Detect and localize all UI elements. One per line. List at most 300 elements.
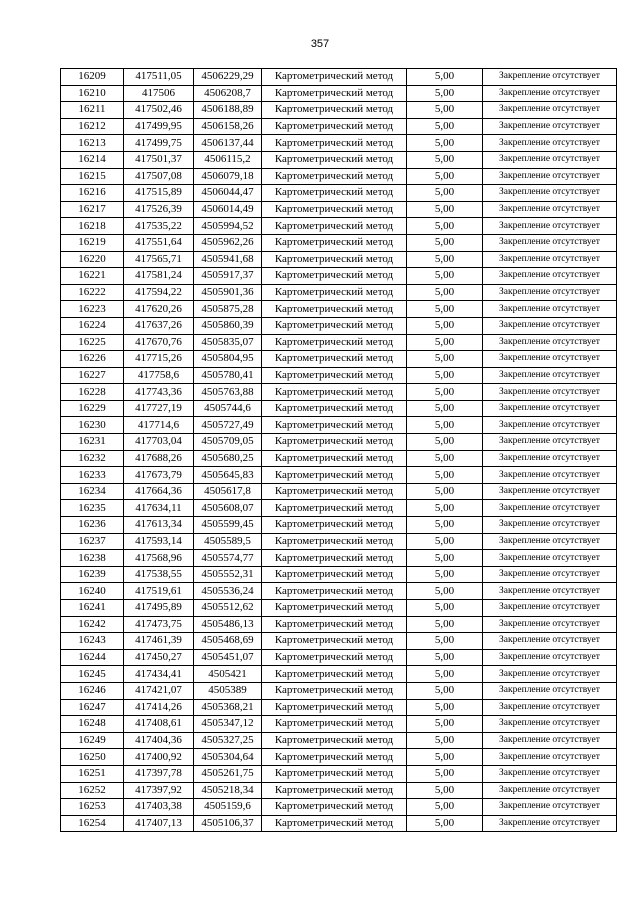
- point-number-cell: 16234: [61, 483, 124, 500]
- fixing-description-cell: Закрепление отсутствует: [483, 600, 617, 617]
- point-number-cell: 16248: [61, 716, 124, 733]
- y-coordinate-cell: 4505512,62: [194, 600, 262, 617]
- table-row: [61, 334, 617, 351]
- fixing-description-cell: Закрепление отсутствует: [483, 118, 617, 135]
- y-coordinate-cell: 4505599,45: [194, 517, 262, 534]
- x-coordinate-cell: 417499,95: [124, 118, 194, 135]
- x-coordinate-cell: 417613,34: [124, 517, 194, 534]
- y-coordinate-cell: 4505727,49: [194, 417, 262, 434]
- y-coordinate-cell: 4506079,18: [194, 168, 262, 185]
- table-row: [61, 434, 617, 451]
- table-row: [61, 799, 617, 816]
- method-cell: Картометрический метод: [262, 583, 407, 600]
- y-coordinate-cell: 4505468,69: [194, 633, 262, 650]
- table-row: [61, 699, 617, 716]
- accuracy-cell: 5,00: [407, 716, 483, 733]
- method-cell: Картометрический метод: [262, 400, 407, 417]
- point-number-cell: 16230: [61, 417, 124, 434]
- table-row: [61, 301, 617, 318]
- y-coordinate-cell: 4505218,34: [194, 782, 262, 799]
- table-row: [61, 450, 617, 467]
- point-number-cell: 16212: [61, 118, 124, 135]
- table-row: [61, 749, 617, 766]
- y-coordinate-cell: 4505744,6: [194, 400, 262, 417]
- y-coordinate-cell: 4506229,29: [194, 69, 262, 86]
- y-coordinate-cell: 4505804,95: [194, 351, 262, 368]
- accuracy-cell: 5,00: [407, 400, 483, 417]
- method-cell: Картометрический метод: [262, 201, 407, 218]
- point-number-cell: 16246: [61, 682, 124, 699]
- method-cell: Картометрический метод: [262, 732, 407, 749]
- x-coordinate-cell: 417714,6: [124, 417, 194, 434]
- method-cell: Картометрический метод: [262, 616, 407, 633]
- table-row: [61, 268, 617, 285]
- fixing-description-cell: Закрепление отсутствует: [483, 799, 617, 816]
- accuracy-cell: 5,00: [407, 583, 483, 600]
- method-cell: Картометрический метод: [262, 301, 407, 318]
- method-cell: Картометрический метод: [262, 417, 407, 434]
- table-row: [61, 151, 617, 168]
- fixing-description-cell: Закрепление отсутствует: [483, 234, 617, 251]
- fixing-description-cell: Закрепление отсутствует: [483, 284, 617, 301]
- point-number-cell: 16243: [61, 633, 124, 650]
- x-coordinate-cell: 417758,6: [124, 367, 194, 384]
- accuracy-cell: 5,00: [407, 234, 483, 251]
- table-row: [61, 284, 617, 301]
- accuracy-cell: 5,00: [407, 301, 483, 318]
- x-coordinate-cell: 417397,92: [124, 782, 194, 799]
- point-number-cell: 16254: [61, 815, 124, 832]
- fixing-description-cell: Закрепление отсутствует: [483, 85, 617, 102]
- x-coordinate-cell: 417495,89: [124, 600, 194, 617]
- y-coordinate-cell: 4505780,41: [194, 367, 262, 384]
- method-cell: Картометрический метод: [262, 666, 407, 683]
- method-cell: Картометрический метод: [262, 649, 407, 666]
- point-number-cell: 16235: [61, 500, 124, 517]
- x-coordinate-cell: 417727,19: [124, 400, 194, 417]
- y-coordinate-cell: 4505589,5: [194, 533, 262, 550]
- method-cell: Картометрический метод: [262, 749, 407, 766]
- table-row: [61, 118, 617, 135]
- point-number-cell: 16213: [61, 135, 124, 152]
- table-row: [61, 234, 617, 251]
- page-number: 357: [310, 38, 330, 50]
- point-number-cell: 16232: [61, 450, 124, 467]
- y-coordinate-cell: 4505486,13: [194, 616, 262, 633]
- method-cell: Картометрический метод: [262, 799, 407, 816]
- method-cell: Картометрический метод: [262, 517, 407, 534]
- point-number-cell: 16237: [61, 533, 124, 550]
- fixing-description-cell: Закрепление отсутствует: [483, 815, 617, 832]
- point-number-cell: 16240: [61, 583, 124, 600]
- point-number-cell: 16214: [61, 151, 124, 168]
- table-row: [61, 517, 617, 534]
- table-row: [61, 633, 617, 650]
- method-cell: Картометрический метод: [262, 284, 407, 301]
- fixing-description-cell: Закрепление отсутствует: [483, 384, 617, 401]
- point-number-cell: 16221: [61, 268, 124, 285]
- fixing-description-cell: Закрепление отсутствует: [483, 716, 617, 733]
- accuracy-cell: 5,00: [407, 69, 483, 86]
- table-row: [61, 600, 617, 617]
- x-coordinate-cell: 417535,22: [124, 218, 194, 235]
- accuracy-cell: 5,00: [407, 450, 483, 467]
- method-cell: Картометрический метод: [262, 168, 407, 185]
- method-cell: Картометрический метод: [262, 234, 407, 251]
- point-number-cell: 16215: [61, 168, 124, 185]
- method-cell: Картометрический метод: [262, 69, 407, 86]
- accuracy-cell: 5,00: [407, 334, 483, 351]
- y-coordinate-cell: 4505835,07: [194, 334, 262, 351]
- point-number-cell: 16252: [61, 782, 124, 799]
- fixing-description-cell: Закрепление отсутствует: [483, 351, 617, 368]
- fixing-description-cell: Закрепление отсутствует: [483, 185, 617, 202]
- x-coordinate-cell: 417421,07: [124, 682, 194, 699]
- point-number-cell: 16241: [61, 600, 124, 617]
- y-coordinate-cell: 4506044,47: [194, 185, 262, 202]
- accuracy-cell: 5,00: [407, 633, 483, 650]
- point-number-cell: 16219: [61, 234, 124, 251]
- fixing-description-cell: Закрепление отсутствует: [483, 649, 617, 666]
- x-coordinate-cell: 417404,36: [124, 732, 194, 749]
- x-coordinate-cell: 417506: [124, 85, 194, 102]
- accuracy-cell: 5,00: [407, 483, 483, 500]
- x-coordinate-cell: 417414,26: [124, 699, 194, 716]
- fixing-description-cell: Закрепление отсутствует: [483, 334, 617, 351]
- method-cell: Картометрический метод: [262, 483, 407, 500]
- y-coordinate-cell: 4506014,49: [194, 201, 262, 218]
- table-row: [61, 483, 617, 500]
- fixing-description-cell: Закрепление отсутствует: [483, 102, 617, 119]
- table-row: [61, 649, 617, 666]
- point-number-cell: 16236: [61, 517, 124, 534]
- method-cell: Картометрический метод: [262, 566, 407, 583]
- fixing-description-cell: Закрепление отсутствует: [483, 732, 617, 749]
- table-row: [61, 317, 617, 334]
- method-cell: Картометрический метод: [262, 633, 407, 650]
- method-cell: Картометрический метод: [262, 317, 407, 334]
- point-number-cell: 16238: [61, 550, 124, 567]
- y-coordinate-cell: 4505680,25: [194, 450, 262, 467]
- x-coordinate-cell: 417450,27: [124, 649, 194, 666]
- x-coordinate-cell: 417400,92: [124, 749, 194, 766]
- table-row: [61, 566, 617, 583]
- fixing-description-cell: Закрепление отсутствует: [483, 782, 617, 799]
- accuracy-cell: 5,00: [407, 517, 483, 534]
- y-coordinate-cell: 4506158,26: [194, 118, 262, 135]
- x-coordinate-cell: 417407,13: [124, 815, 194, 832]
- y-coordinate-cell: 4505304,64: [194, 749, 262, 766]
- accuracy-cell: 5,00: [407, 566, 483, 583]
- x-coordinate-cell: 417664,36: [124, 483, 194, 500]
- accuracy-cell: 5,00: [407, 815, 483, 832]
- point-number-cell: 16210: [61, 85, 124, 102]
- fixing-description-cell: Закрепление отсутствует: [483, 367, 617, 384]
- y-coordinate-cell: 4505763,88: [194, 384, 262, 401]
- point-number-cell: 16229: [61, 400, 124, 417]
- fixing-description-cell: Закрепление отсутствует: [483, 168, 617, 185]
- table-row: [61, 135, 617, 152]
- x-coordinate-cell: 417715,26: [124, 351, 194, 368]
- fixing-description-cell: Закрепление отсутствует: [483, 566, 617, 583]
- accuracy-cell: 5,00: [407, 600, 483, 617]
- point-number-cell: 16225: [61, 334, 124, 351]
- method-cell: Картометрический метод: [262, 102, 407, 119]
- y-coordinate-cell: 4505106,37: [194, 815, 262, 832]
- method-cell: Картометрический метод: [262, 351, 407, 368]
- method-cell: Картометрический метод: [262, 334, 407, 351]
- x-coordinate-cell: 417515,89: [124, 185, 194, 202]
- table-row: [61, 616, 617, 633]
- y-coordinate-cell: 4506137,44: [194, 135, 262, 152]
- accuracy-cell: 5,00: [407, 533, 483, 550]
- x-coordinate-cell: 417502,46: [124, 102, 194, 119]
- accuracy-cell: 5,00: [407, 799, 483, 816]
- table-body: [61, 69, 617, 832]
- accuracy-cell: 5,00: [407, 185, 483, 202]
- table-row: [61, 716, 617, 733]
- point-number-cell: 16233: [61, 467, 124, 484]
- accuracy-cell: 5,00: [407, 550, 483, 567]
- fixing-description-cell: Закрепление отсутствует: [483, 500, 617, 517]
- point-number-cell: 16222: [61, 284, 124, 301]
- fixing-description-cell: Закрепление отсутствует: [483, 616, 617, 633]
- method-cell: Картометрический метод: [262, 135, 407, 152]
- accuracy-cell: 5,00: [407, 732, 483, 749]
- y-coordinate-cell: 4505536,24: [194, 583, 262, 600]
- x-coordinate-cell: 417434,41: [124, 666, 194, 683]
- y-coordinate-cell: 4505261,75: [194, 765, 262, 782]
- fixing-description-cell: Закрепление отсутствует: [483, 251, 617, 268]
- y-coordinate-cell: 4505917,37: [194, 268, 262, 285]
- y-coordinate-cell: 4505962,26: [194, 234, 262, 251]
- coordinates-table: [60, 68, 617, 832]
- table-row: [61, 168, 617, 185]
- x-coordinate-cell: 417670,76: [124, 334, 194, 351]
- fixing-description-cell: Закрепление отсутствует: [483, 69, 617, 86]
- x-coordinate-cell: 417507,08: [124, 168, 194, 185]
- method-cell: Картометрический метод: [262, 118, 407, 135]
- accuracy-cell: 5,00: [407, 151, 483, 168]
- y-coordinate-cell: 4505860,39: [194, 317, 262, 334]
- method-cell: Картометрический метод: [262, 600, 407, 617]
- x-coordinate-cell: 417551,64: [124, 234, 194, 251]
- method-cell: Картометрический метод: [262, 550, 407, 567]
- fixing-description-cell: Закрепление отсутствует: [483, 666, 617, 683]
- x-coordinate-cell: 417499,75: [124, 135, 194, 152]
- table-row: [61, 102, 617, 119]
- point-number-cell: 16253: [61, 799, 124, 816]
- x-coordinate-cell: 417526,39: [124, 201, 194, 218]
- table-row: [61, 384, 617, 401]
- accuracy-cell: 5,00: [407, 749, 483, 766]
- accuracy-cell: 5,00: [407, 118, 483, 135]
- table-row: [61, 351, 617, 368]
- fixing-description-cell: Закрепление отсутствует: [483, 483, 617, 500]
- method-cell: Картометрический метод: [262, 450, 407, 467]
- y-coordinate-cell: 4506115,2: [194, 151, 262, 168]
- table-row: [61, 533, 617, 550]
- y-coordinate-cell: 4505159,6: [194, 799, 262, 816]
- fixing-description-cell: Закрепление отсутствует: [483, 135, 617, 152]
- method-cell: Картометрический метод: [262, 699, 407, 716]
- x-coordinate-cell: 417408,61: [124, 716, 194, 733]
- table-row: [61, 666, 617, 683]
- accuracy-cell: 5,00: [407, 500, 483, 517]
- point-number-cell: 16227: [61, 367, 124, 384]
- table-row: [61, 417, 617, 434]
- y-coordinate-cell: 4505574,77: [194, 550, 262, 567]
- fixing-description-cell: Закрепление отсутствует: [483, 633, 617, 650]
- fixing-description-cell: Закрепление отсутствует: [483, 151, 617, 168]
- accuracy-cell: 5,00: [407, 666, 483, 683]
- y-coordinate-cell: 4505451,07: [194, 649, 262, 666]
- fixing-description-cell: Закрепление отсутствует: [483, 682, 617, 699]
- y-coordinate-cell: 4505941,68: [194, 251, 262, 268]
- accuracy-cell: 5,00: [407, 699, 483, 716]
- table-row: [61, 201, 617, 218]
- method-cell: Картометрический метод: [262, 251, 407, 268]
- method-cell: Картометрический метод: [262, 151, 407, 168]
- point-number-cell: 16220: [61, 251, 124, 268]
- y-coordinate-cell: 4505608,07: [194, 500, 262, 517]
- fixing-description-cell: Закрепление отсутствует: [483, 550, 617, 567]
- y-coordinate-cell: 4505327,25: [194, 732, 262, 749]
- x-coordinate-cell: 417519,61: [124, 583, 194, 600]
- method-cell: Картометрический метод: [262, 218, 407, 235]
- fixing-description-cell: Закрепление отсутствует: [483, 434, 617, 451]
- x-coordinate-cell: 417568,96: [124, 550, 194, 567]
- point-number-cell: 16224: [61, 317, 124, 334]
- accuracy-cell: 5,00: [407, 467, 483, 484]
- x-coordinate-cell: 417403,38: [124, 799, 194, 816]
- x-coordinate-cell: 417703,04: [124, 434, 194, 451]
- method-cell: Картометрический метод: [262, 434, 407, 451]
- table-row: [61, 550, 617, 567]
- point-number-cell: 16211: [61, 102, 124, 119]
- x-coordinate-cell: 417511,05: [124, 69, 194, 86]
- x-coordinate-cell: 417565,71: [124, 251, 194, 268]
- x-coordinate-cell: 417593,14: [124, 533, 194, 550]
- accuracy-cell: 5,00: [407, 218, 483, 235]
- x-coordinate-cell: 417473,75: [124, 616, 194, 633]
- method-cell: Картометрический метод: [262, 467, 407, 484]
- accuracy-cell: 5,00: [407, 201, 483, 218]
- point-number-cell: 16244: [61, 649, 124, 666]
- accuracy-cell: 5,00: [407, 616, 483, 633]
- accuracy-cell: 5,00: [407, 251, 483, 268]
- method-cell: Картометрический метод: [262, 268, 407, 285]
- method-cell: Картометрический метод: [262, 815, 407, 832]
- method-cell: Картометрический метод: [262, 682, 407, 699]
- y-coordinate-cell: 4505552,31: [194, 566, 262, 583]
- point-number-cell: 16216: [61, 185, 124, 202]
- fixing-description-cell: Закрепление отсутствует: [483, 301, 617, 318]
- point-number-cell: 16251: [61, 765, 124, 782]
- fixing-description-cell: Закрепление отсутствует: [483, 517, 617, 534]
- point-number-cell: 16217: [61, 201, 124, 218]
- fixing-description-cell: Закрепление отсутствует: [483, 699, 617, 716]
- table-row: [61, 815, 617, 832]
- accuracy-cell: 5,00: [407, 317, 483, 334]
- table-row: [61, 732, 617, 749]
- point-number-cell: 16249: [61, 732, 124, 749]
- x-coordinate-cell: 417634,11: [124, 500, 194, 517]
- accuracy-cell: 5,00: [407, 384, 483, 401]
- point-number-cell: 16245: [61, 666, 124, 683]
- fixing-description-cell: Закрепление отсутствует: [483, 218, 617, 235]
- fixing-description-cell: Закрепление отсутствует: [483, 400, 617, 417]
- fixing-description-cell: Закрепление отсутствует: [483, 749, 617, 766]
- point-number-cell: 16242: [61, 616, 124, 633]
- accuracy-cell: 5,00: [407, 135, 483, 152]
- method-cell: Картометрический метод: [262, 500, 407, 517]
- y-coordinate-cell: 4505347,12: [194, 716, 262, 733]
- fixing-description-cell: Закрепление отсутствует: [483, 268, 617, 285]
- x-coordinate-cell: 417594,22: [124, 284, 194, 301]
- method-cell: Картометрический метод: [262, 782, 407, 799]
- accuracy-cell: 5,00: [407, 351, 483, 368]
- point-number-cell: 16226: [61, 351, 124, 368]
- table-row: [61, 583, 617, 600]
- point-number-cell: 16218: [61, 218, 124, 235]
- method-cell: Картометрический метод: [262, 185, 407, 202]
- x-coordinate-cell: 417673,79: [124, 467, 194, 484]
- method-cell: Картометрический метод: [262, 716, 407, 733]
- y-coordinate-cell: 4505994,52: [194, 218, 262, 235]
- table-row: [61, 500, 617, 517]
- x-coordinate-cell: 417637,26: [124, 317, 194, 334]
- table-row: [61, 782, 617, 799]
- method-cell: Картометрический метод: [262, 384, 407, 401]
- accuracy-cell: 5,00: [407, 649, 483, 666]
- table-row: [61, 218, 617, 235]
- accuracy-cell: 5,00: [407, 85, 483, 102]
- x-coordinate-cell: 417620,26: [124, 301, 194, 318]
- fixing-description-cell: Закрепление отсутствует: [483, 467, 617, 484]
- y-coordinate-cell: 4505645,83: [194, 467, 262, 484]
- y-coordinate-cell: 4505421: [194, 666, 262, 683]
- fixing-description-cell: Закрепление отсутствует: [483, 583, 617, 600]
- fixing-description-cell: Закрепление отсутствует: [483, 765, 617, 782]
- point-number-cell: 16223: [61, 301, 124, 318]
- accuracy-cell: 5,00: [407, 434, 483, 451]
- table-row: [61, 765, 617, 782]
- x-coordinate-cell: 417538,55: [124, 566, 194, 583]
- table-row: [61, 467, 617, 484]
- y-coordinate-cell: 4505709,05: [194, 434, 262, 451]
- accuracy-cell: 5,00: [407, 102, 483, 119]
- accuracy-cell: 5,00: [407, 367, 483, 384]
- x-coordinate-cell: 417501,37: [124, 151, 194, 168]
- x-coordinate-cell: 417397,78: [124, 765, 194, 782]
- table-row: [61, 251, 617, 268]
- y-coordinate-cell: 4505617,8: [194, 483, 262, 500]
- table-row: [61, 69, 617, 86]
- x-coordinate-cell: 417743,36: [124, 384, 194, 401]
- table-row: [61, 400, 617, 417]
- point-number-cell: 16250: [61, 749, 124, 766]
- accuracy-cell: 5,00: [407, 782, 483, 799]
- table-row: [61, 367, 617, 384]
- fixing-description-cell: Закрепление отсутствует: [483, 201, 617, 218]
- y-coordinate-cell: 4505368,21: [194, 699, 262, 716]
- accuracy-cell: 5,00: [407, 682, 483, 699]
- table-row: [61, 682, 617, 699]
- y-coordinate-cell: 4505389: [194, 682, 262, 699]
- x-coordinate-cell: 417581,24: [124, 268, 194, 285]
- point-number-cell: 16228: [61, 384, 124, 401]
